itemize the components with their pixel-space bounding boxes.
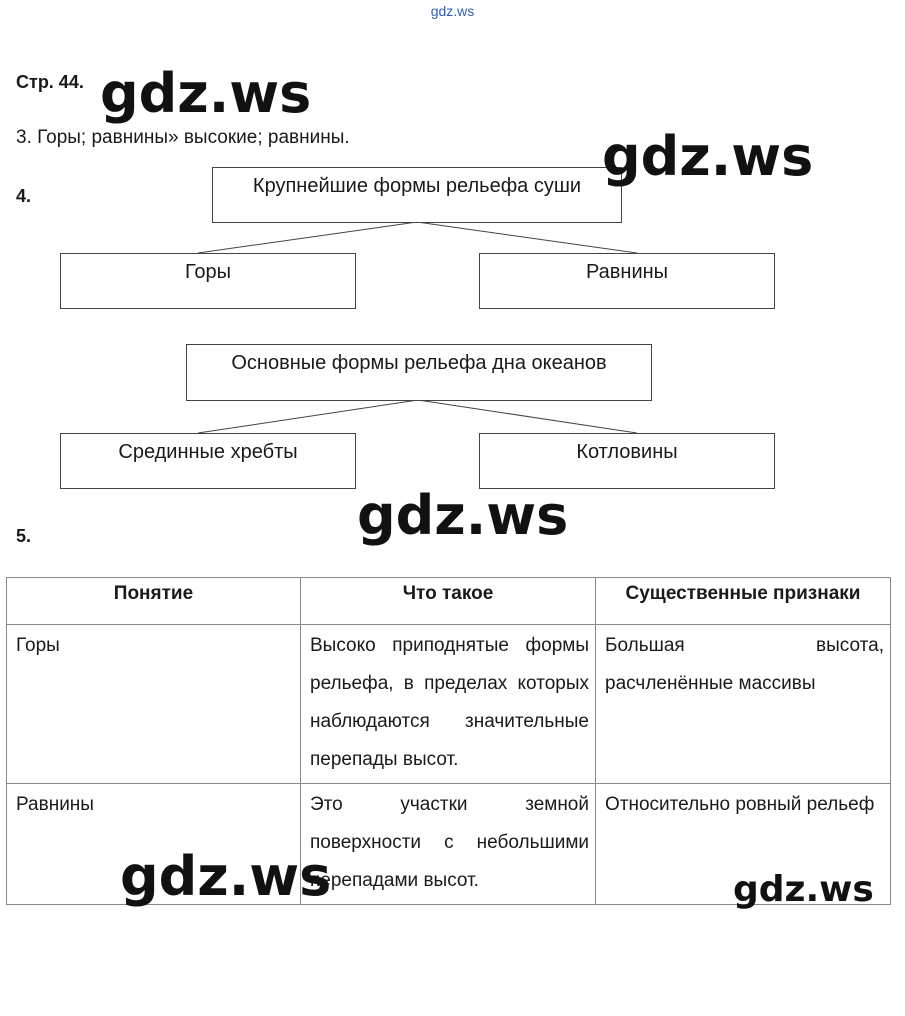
connector-line: [417, 222, 637, 253]
table-row: [7, 625, 891, 784]
connector-line: [418, 400, 637, 433]
task3-answer: 3. Горы; равнины» высокие; равнины.: [16, 127, 350, 148]
connector-line: [198, 400, 418, 433]
column-header-concept: Понятие: [7, 578, 301, 625]
diagram1-right-label: Равнины: [585, 261, 669, 283]
cell-definition: Это участки земной поверхности с небольшими перепадами высот.: [301, 784, 596, 905]
table-header-row: [7, 578, 891, 625]
cell-concept: Горы: [7, 625, 301, 784]
column-header-definition: Что такое: [301, 578, 596, 625]
cell-features: Относительно ровный рельеф: [596, 784, 891, 905]
diagram2-root-label: Основные формы рельефа дна океанов: [231, 352, 607, 374]
diagram1-left-label: Горы: [184, 261, 232, 283]
task5-number: 5.: [16, 526, 32, 546]
watermark: gdz.ws: [100, 62, 312, 125]
watermark: gdz.ws: [120, 845, 332, 908]
watermark: gdz.ws: [733, 869, 874, 910]
watermark: gdz.ws: [357, 484, 569, 547]
page-label: Стр. 44.: [16, 72, 84, 92]
diagram1-root-label: Крупнейшие формы рельефа суши: [252, 175, 582, 197]
diagram2-right-label: Котловины: [576, 441, 678, 463]
diagram2-root-box: [186, 344, 652, 401]
diagram2-left-box: [60, 433, 356, 489]
task4-number: 4.: [16, 186, 32, 206]
diagram2-right-box: [479, 433, 775, 489]
column-header-features: Существенные признаки: [596, 578, 891, 625]
cell-features: Большая высота, расчленённые массивы: [596, 625, 891, 784]
site-header-link[interactable]: gdz.ws: [430, 3, 475, 19]
diagram2-left-label: Срединные хребты: [118, 441, 298, 463]
diagram1-root-box: [212, 167, 622, 223]
watermark: gdz.ws: [602, 125, 814, 188]
diagram1-right-box: [479, 253, 775, 309]
cell-definition: Высоко приподнятые формы рельефа, в пределах которых наблюдаются значительные перепады высот.: [301, 625, 596, 784]
cell-concept: Равнины: [7, 784, 301, 905]
diagram1-left-box: [60, 253, 356, 309]
connector-line: [198, 222, 417, 253]
